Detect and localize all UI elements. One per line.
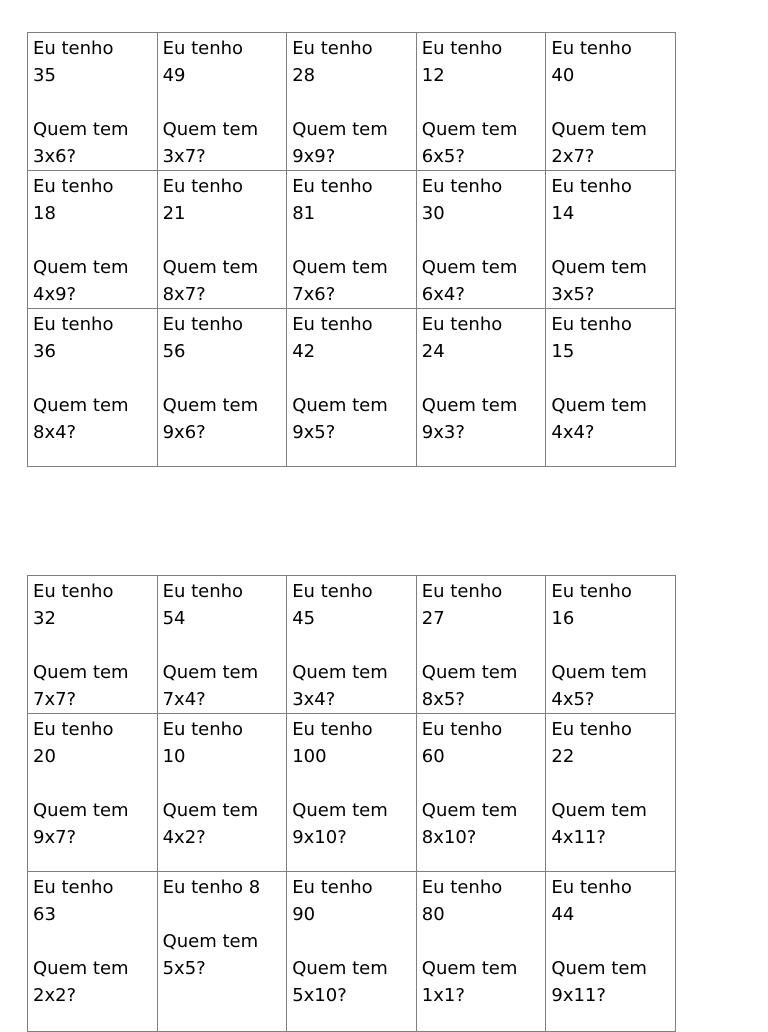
- card-have-text: Eu tenho: [421, 38, 503, 59]
- card: [157, 33, 287, 171]
- card-ask-value: 9x10?: [292, 827, 347, 848]
- card-have-value: 63: [33, 904, 56, 925]
- card: [546, 576, 676, 714]
- card: [546, 872, 676, 1032]
- card-have-value: 14: [551, 203, 575, 224]
- card-ask-value: 3x4?: [292, 689, 336, 710]
- card: [28, 872, 158, 1032]
- card-ask-value: 9x9?: [292, 146, 336, 167]
- card-ask-text: Quem tem: [421, 395, 518, 416]
- card-have-value: 90: [292, 904, 316, 925]
- card-have-value: 80: [421, 904, 445, 925]
- card-ask-value: 7x7?: [33, 689, 77, 710]
- card-have-text: Eu tenho: [292, 581, 373, 602]
- card-have-text: Eu tenho: [292, 38, 373, 59]
- card: [287, 576, 417, 714]
- card-have-value: 49: [162, 65, 186, 86]
- card-ask-text: Quem tem: [292, 958, 388, 979]
- card-ask-value: 8x7?: [162, 284, 206, 305]
- card-have-text: Eu tenho: [292, 176, 373, 197]
- card-ask-value: 4x5?: [551, 689, 595, 710]
- card: [546, 714, 676, 872]
- card-have-value: 35: [33, 65, 56, 86]
- card-have-value: 15: [551, 341, 575, 362]
- card: [287, 309, 417, 467]
- card-ask-value: 5x10?: [292, 985, 347, 1006]
- card-ask-value: 4x9?: [33, 284, 77, 305]
- card: [546, 33, 676, 171]
- card-ask-value: 9x3?: [421, 422, 465, 443]
- card-ask-value: 4x4?: [551, 422, 595, 443]
- card-ask-value: 7x4?: [162, 689, 206, 710]
- card-have-value: 27: [421, 608, 445, 629]
- card-ask-text: Quem tem: [33, 119, 129, 140]
- card-ask-text: Quem tem: [162, 662, 259, 683]
- card-ask-value: 8x5?: [421, 689, 465, 710]
- card-have-text: Eu tenho: [33, 877, 114, 898]
- card-have-value: 45: [292, 608, 316, 629]
- card-have-text: Eu tenho: [33, 176, 114, 197]
- card-ask-text: Quem tem: [162, 395, 259, 416]
- card: [157, 171, 287, 309]
- card-have-value: 44: [551, 904, 575, 925]
- card: [546, 171, 676, 309]
- card: [416, 33, 546, 171]
- card-ask-value: 6x4?: [421, 284, 465, 305]
- card-ask-text: Quem tem: [421, 119, 518, 140]
- card-have-text: Eu tenho: [551, 176, 632, 197]
- card-have-value: 40: [551, 65, 575, 86]
- card: [287, 872, 417, 1032]
- card: [416, 309, 546, 467]
- card-have-value: 28: [292, 65, 316, 86]
- card-ask-value: 9x5?: [292, 422, 336, 443]
- card-have-text: Eu tenho: [551, 877, 632, 898]
- card: [416, 171, 546, 309]
- card-row: [28, 872, 676, 1032]
- card-ask-text: Quem tem: [551, 119, 647, 140]
- card-ask-value: 3x5?: [551, 284, 595, 305]
- card-have-text: Eu tenho: [162, 38, 244, 59]
- card-have-text: Eu tenho: [421, 176, 503, 197]
- card-have-text: Eu tenho: [292, 314, 373, 335]
- card-ask-value: 2x7?: [551, 146, 595, 167]
- card-ask-text: Quem tem: [33, 958, 129, 979]
- card-ask-text: Quem tem: [551, 662, 647, 683]
- card-have-text: Eu tenho: [33, 38, 114, 59]
- card-have-value: 21: [162, 203, 186, 224]
- card-ask-text: Quem tem: [292, 395, 388, 416]
- card-ask-value: 8x10?: [421, 827, 477, 848]
- card-ask-text: Quem tem: [551, 395, 647, 416]
- card: [416, 872, 546, 1032]
- card-have-value: 54: [162, 608, 186, 629]
- card-have-text: Eu tenho: [33, 581, 114, 602]
- card-ask-text: Quem tem: [33, 800, 129, 821]
- card-sheet-2: [27, 575, 676, 1032]
- card-have-text: Eu tenho 8: [162, 877, 261, 898]
- card-ask-value: 3x7?: [162, 146, 206, 167]
- card-ask-text: Quem tem: [292, 662, 388, 683]
- card-have-text: Eu tenho: [421, 719, 503, 740]
- card-have-value: 16: [551, 608, 575, 629]
- card-ask-value: 9x11?: [551, 985, 606, 1006]
- card-ask-value: 9x6?: [162, 422, 206, 443]
- card-have-text: Eu tenho: [421, 877, 503, 898]
- card-ask-value: 3x6?: [33, 146, 77, 167]
- card-have-value: 32: [33, 608, 56, 629]
- card-have-text: Eu tenho: [33, 314, 114, 335]
- card-have-value: 100: [292, 746, 327, 767]
- card-ask-text: Quem tem: [33, 395, 129, 416]
- card-ask-value: 1x1?: [421, 985, 465, 1006]
- card-ask-text: Quem tem: [551, 257, 647, 278]
- card-ask-value: 5x5?: [162, 958, 206, 979]
- card-ask-value: 9x7?: [33, 827, 77, 848]
- card-ask-text: Quem tem: [421, 662, 518, 683]
- card-ask-text: Quem tem: [33, 662, 129, 683]
- card-ask-text: Quem tem: [421, 958, 518, 979]
- card-ask-text: Quem tem: [162, 931, 259, 952]
- card: [287, 171, 417, 309]
- card: [157, 309, 287, 467]
- card: [287, 714, 417, 872]
- card-have-text: Eu tenho: [162, 719, 244, 740]
- card-row: [28, 33, 676, 171]
- card-have-text: Eu tenho: [162, 176, 244, 197]
- card-have-text: Eu tenho: [551, 581, 632, 602]
- card: [416, 576, 546, 714]
- card-have-text: Eu tenho: [551, 314, 632, 335]
- card: [546, 309, 676, 467]
- card-have-text: Eu tenho: [292, 877, 373, 898]
- card: [28, 576, 158, 714]
- card-have-value: 60: [421, 746, 445, 767]
- card-ask-text: Quem tem: [292, 119, 388, 140]
- card: [157, 576, 287, 714]
- card-ask-text: Quem tem: [551, 958, 647, 979]
- card-have-value: 24: [421, 341, 445, 362]
- card-sheet-body: [28, 576, 676, 1032]
- card-ask-value: 8x4?: [33, 422, 77, 443]
- card-have-value: 30: [421, 203, 445, 224]
- card-have-value: 18: [33, 203, 56, 224]
- card-have-text: Eu tenho: [292, 719, 373, 740]
- card-ask-value: 2x2?: [33, 985, 77, 1006]
- card-have-value: 12: [421, 65, 445, 86]
- card-have-value: 20: [33, 746, 56, 767]
- card-ask-text: Quem tem: [292, 800, 388, 821]
- card-have-value: 36: [33, 341, 56, 362]
- card: [157, 872, 287, 1032]
- card-sheet-body: [28, 33, 676, 467]
- card-have-value: 10: [162, 746, 186, 767]
- card: [28, 309, 158, 467]
- card-ask-text: Quem tem: [162, 119, 259, 140]
- card-have-text: Eu tenho: [551, 38, 632, 59]
- card-have-text: Eu tenho: [33, 719, 114, 740]
- card: [28, 171, 158, 309]
- card-ask-text: Quem tem: [551, 800, 647, 821]
- card-ask-value: 7x6?: [292, 284, 336, 305]
- card-ask-text: Quem tem: [421, 257, 518, 278]
- card-row: [28, 309, 676, 467]
- card-row: [28, 171, 676, 309]
- card: [287, 33, 417, 171]
- card-have-text: Eu tenho: [162, 581, 244, 602]
- card: [28, 33, 158, 171]
- card-have-text: Eu tenho: [162, 314, 244, 335]
- card-ask-value: 4x11?: [551, 827, 606, 848]
- card-ask-text: Quem tem: [162, 257, 259, 278]
- card-have-text: Eu tenho: [551, 719, 632, 740]
- card-ask-text: Quem tem: [292, 257, 388, 278]
- card-row: [28, 714, 676, 872]
- card-have-value: 22: [551, 746, 575, 767]
- card-ask-text: Quem tem: [33, 257, 129, 278]
- card: [28, 714, 158, 872]
- card-row: [28, 576, 676, 714]
- card-have-text: Eu tenho: [421, 314, 503, 335]
- card-ask-value: 6x5?: [421, 146, 465, 167]
- card-ask-value: 4x2?: [162, 827, 206, 848]
- card-have-value: 42: [292, 341, 316, 362]
- card-have-value: 81: [292, 203, 316, 224]
- card: [157, 714, 287, 872]
- card-have-value: 56: [162, 341, 186, 362]
- card: [416, 714, 546, 872]
- card-sheet-1: [27, 32, 676, 467]
- card-have-text: Eu tenho: [421, 581, 503, 602]
- card-ask-text: Quem tem: [162, 800, 259, 821]
- card-ask-text: Quem tem: [421, 800, 518, 821]
